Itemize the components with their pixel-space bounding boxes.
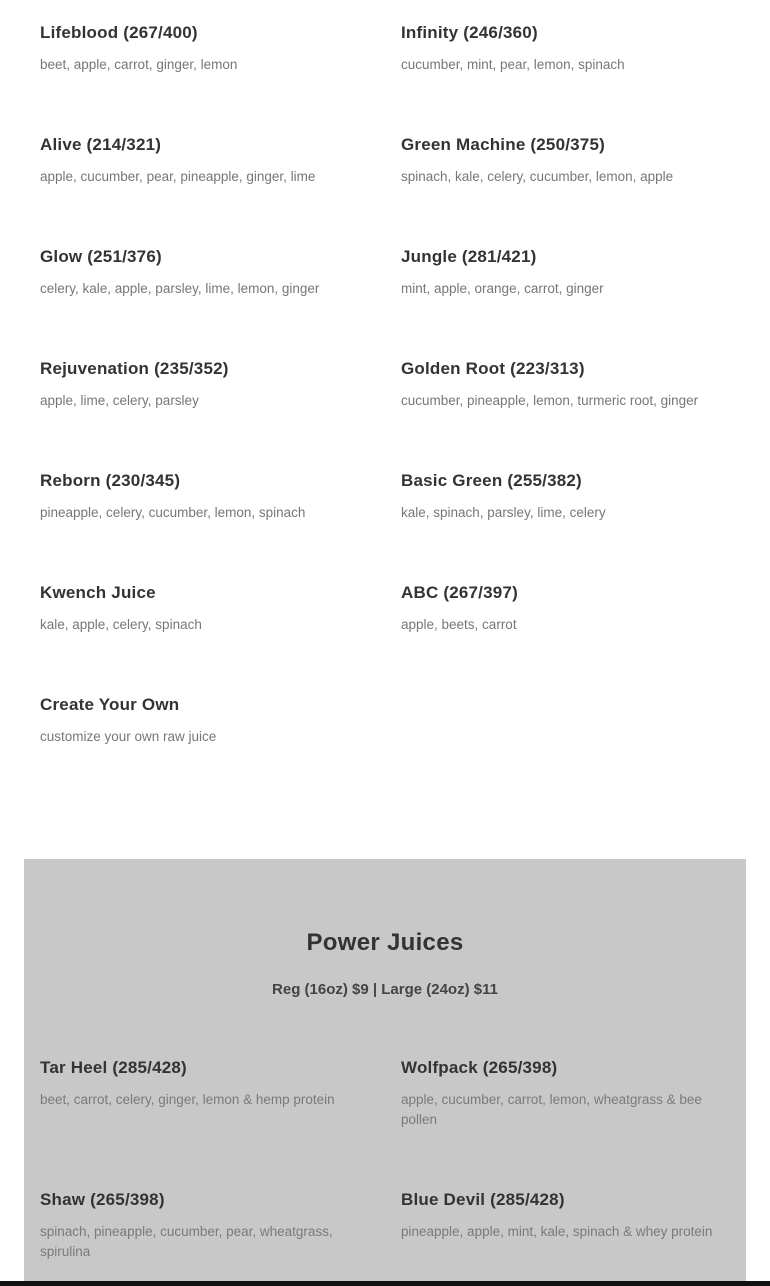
menu-item-ingredients: beet, carrot, celery, ginger, lemon & hemp protein [40, 1092, 335, 1107]
menu-item [401, 246, 741, 299]
menu-item-ingredients: apple, cucumber, pear, pineapple, ginger, lime [40, 169, 316, 184]
menu-item-name: Golden Root (223/313) [401, 359, 585, 378]
menu-item [401, 1189, 731, 1242]
section-title: Power Juices [306, 929, 464, 956]
menu-item [40, 358, 380, 411]
menu-item-ingredients: cucumber, mint, pear, lemon, spinach [401, 57, 625, 72]
menu-item [40, 582, 380, 635]
menu-item-name: Lifeblood (267/400) [40, 23, 198, 42]
menu-item [401, 1057, 731, 1130]
menu-item-name: Jungle (281/421) [401, 247, 537, 266]
menu-item-ingredients: kale, spinach, parsley, lime, celery [401, 505, 606, 520]
menu-item [40, 470, 380, 523]
menu-item-ingredients: cucumber, pineapple, lemon, turmeric root, ginger [401, 393, 699, 408]
menu-item-ingredients: spinach, pineapple, cucumber, pear, wheatgrass, spirulina [40, 1224, 333, 1259]
menu-item-name: Blue Devil (285/428) [401, 1190, 565, 1209]
menu-item-name: Basic Green (255/382) [401, 471, 582, 490]
menu-item-name: Alive (214/321) [40, 135, 162, 154]
menu-item [401, 22, 741, 75]
menu-item-ingredients: mint, apple, orange, carrot, ginger [401, 281, 604, 296]
menu-item-name: Tar Heel (285/428) [40, 1058, 187, 1077]
menu-item [40, 246, 380, 299]
section-pricing: Reg (16oz) $9 | Large (24oz) $11 [272, 981, 498, 998]
menu-item-ingredients: pineapple, celery, cucumber, lemon, spinach [40, 505, 306, 520]
menu-item-ingredients: beet, apple, carrot, ginger, lemon [40, 57, 238, 72]
menu-item-ingredients: pineapple, apple, mint, kale, spinach & whey protein [401, 1224, 713, 1239]
bottom-bar [0, 1281, 770, 1286]
menu-item [40, 1057, 370, 1110]
menu-item-name: Create Your Own [40, 695, 180, 714]
menu-item [40, 1189, 370, 1262]
menu-item-name: Glow (251/376) [40, 247, 162, 266]
menu-item-name: Wolfpack (265/398) [401, 1058, 558, 1077]
menu-item [401, 582, 741, 635]
power-juices-section [24, 859, 746, 1286]
menu-item-name: Infinity (246/360) [401, 23, 538, 42]
menu-item-ingredients: apple, lime, celery, parsley [40, 393, 199, 408]
menu-item-name: Kwench Juice [40, 583, 156, 602]
menu-item [40, 22, 380, 75]
menu-item-ingredients: apple, cucumber, carrot, lemon, wheatgrass & bee pollen [401, 1092, 702, 1127]
menu-item [401, 358, 741, 411]
menu-item-ingredients: customize your own raw juice [40, 729, 217, 744]
menu-item-ingredients: apple, beets, carrot [401, 617, 517, 632]
menu-item [401, 134, 741, 187]
menu-item-name: ABC (267/397) [401, 583, 518, 602]
menu-item-ingredients: kale, apple, celery, spinach [40, 617, 202, 632]
menu-item [40, 134, 380, 187]
menu-item [40, 694, 380, 747]
menu-item-name: Reborn (230/345) [40, 471, 181, 490]
menu-item-ingredients: celery, kale, apple, parsley, lime, lemon, ginger [40, 281, 320, 296]
menu-item-name: Rejuvenation (235/352) [40, 359, 229, 378]
menu-item [401, 470, 741, 523]
menu-item-ingredients: spinach, kale, celery, cucumber, lemon, apple [401, 169, 674, 184]
menu-item-name: Green Machine (250/375) [401, 135, 605, 154]
menu-item-name: Shaw (265/398) [40, 1190, 165, 1209]
